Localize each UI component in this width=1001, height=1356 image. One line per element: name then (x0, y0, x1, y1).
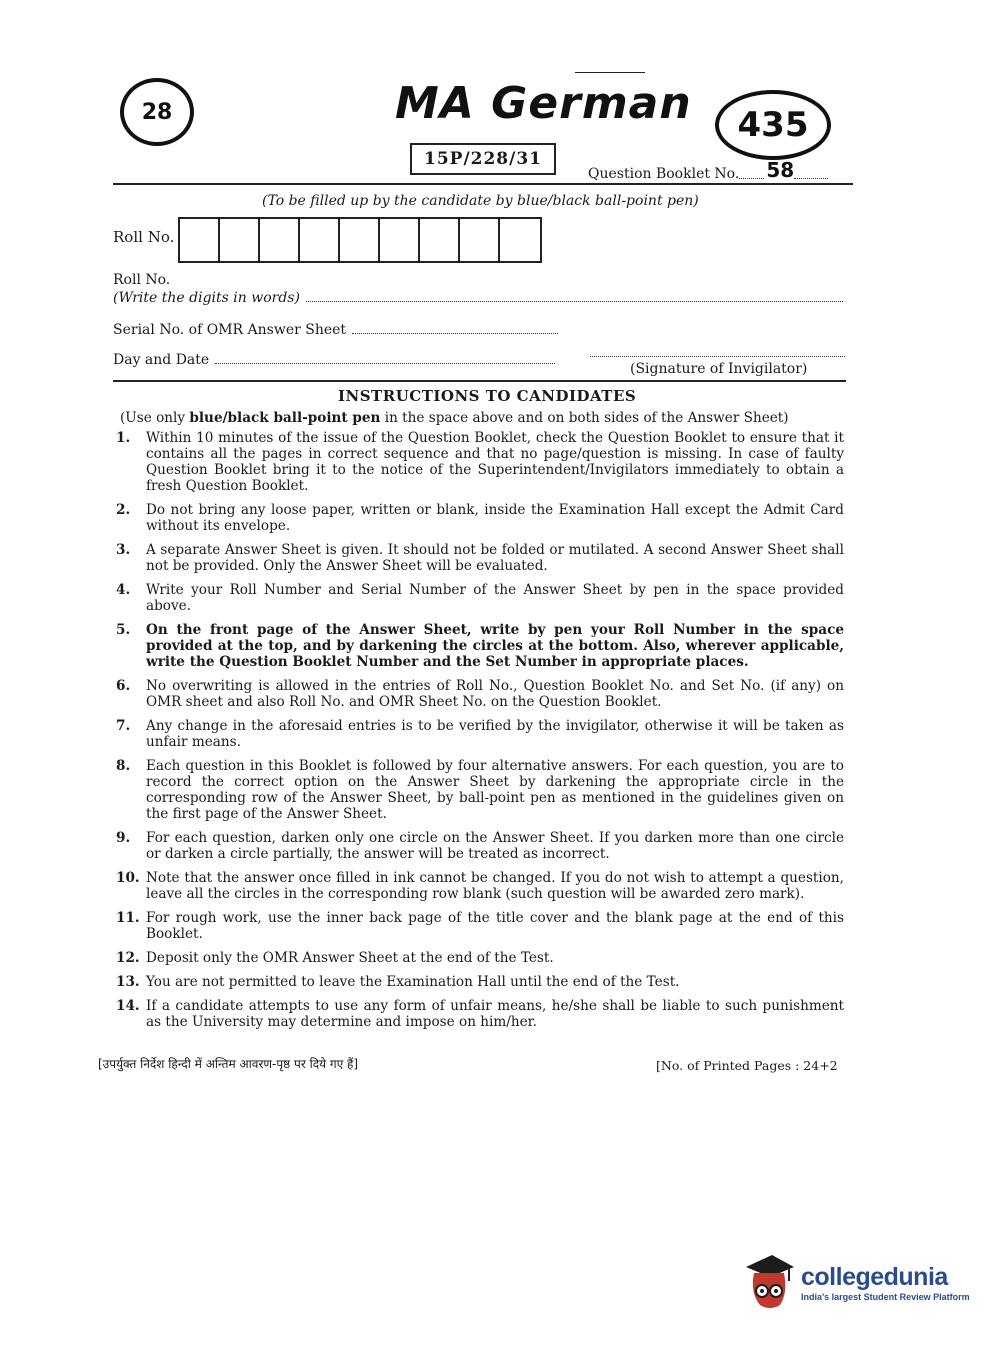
booklet-label: Question Booklet No. (588, 166, 740, 182)
hindi-note: [उपर्युक्त निर्देश हिन्दी में अन्तिम आवरण-पृष्ठ पर दिये गए हैं] (98, 1057, 359, 1071)
instruction-text: You are not permitted to leave the Examination Hall until the end of the Test. (146, 974, 680, 990)
instruction-number: 13. (116, 974, 140, 990)
instruction-number: 11. (116, 910, 140, 926)
instruction-item (116, 502, 844, 534)
instruction-item (116, 622, 844, 670)
instruction-number: 4. (116, 582, 131, 598)
instruction-text: On the front page of the Answer Sheet, write by pen your Roll Number in the space provided at the top, and by darkening the circles at the bottom. Also, wherever applicable, write the Question Booklet Number and the Set Number in appropriate places. (146, 622, 844, 670)
paper-code: 15P/228/31 (410, 143, 556, 175)
instruction-item (116, 582, 844, 614)
instruction-text: Deposit only the OMR Answer Sheet at the end of the Test. (146, 950, 554, 966)
instruction-number: 10. (116, 870, 140, 886)
instruction-number: 6. (116, 678, 131, 694)
printed-pages: [No. of Printed Pages : 24+2 (656, 1058, 838, 1073)
roll-no-boxes[interactable] (178, 217, 542, 263)
instruction-text: For rough work, use the inner back page of the title cover and the blank page at the end of this Booklet. (146, 910, 844, 942)
instruction-item (116, 910, 844, 942)
instruction-text: Within 10 minutes of the issue of the Question Booklet, check the Question Booklet to ensure that it contains all the pages in correct sequence and that no page/question is missing. In case of faulty Question Booklet bring it to the notice of the Superintendent/Invigilators immediately to obtain a fresh Question Booklet. (146, 430, 844, 494)
logo-name: collegedunia (801, 1262, 948, 1291)
invigilator-label: (Signature of Invigilator) (630, 361, 808, 377)
instruction-text: Any change in the aforesaid entries is to be verified by the invigilator, otherwise it will be taken as unfair means. (146, 718, 844, 750)
roll-no-words-hint: (Write the digits in words) (113, 290, 300, 306)
instruction-item (116, 950, 844, 966)
instruction-text: No overwriting is allowed in the entries of Roll No., Question Booklet No. and Set No. (if any) on OMR sheet and also Roll No. and OMR Sheet No. on the Question Booklet. (146, 678, 844, 710)
instruction-item (116, 758, 844, 822)
instruction-text: Write your Roll Number and Serial Number of the Answer Sheet by pen in the space provided above. (146, 582, 844, 614)
instructions-title: INSTRUCTIONS TO CANDIDATES (338, 387, 637, 405)
instruction-text: For each question, darken only one circle on the Answer Sheet. If you darken more than one circle or darken a circle partially, the answer will be treated as incorrect. (146, 830, 844, 862)
day-date-row[interactable] (113, 352, 555, 368)
instruction-item (116, 678, 844, 710)
roll-no-words-row[interactable] (113, 290, 843, 306)
instruction-text: If a candidate attempts to use any form of unfair means, he/she shall be liable to such punishment as the University may determine and impose on him/her. (146, 998, 844, 1030)
mascot-icon (742, 1253, 797, 1311)
instruction-item (116, 830, 844, 862)
omr-label: Serial No. of OMR Answer Sheet (113, 322, 347, 338)
instruction-number: 8. (116, 758, 131, 774)
circled-code-text: 435 (737, 105, 809, 145)
circled-code (715, 90, 831, 160)
logo-tagline: India's largest Student Review Platform (801, 1291, 970, 1302)
instruction-number: 7. (116, 718, 131, 734)
collegedunia-logo[interactable] (742, 1253, 970, 1311)
instructions-list (116, 430, 844, 1038)
roll-no-label: Roll No. (113, 228, 175, 246)
instruction-number: 2. (116, 502, 131, 518)
instruction-number: 9. (116, 830, 131, 846)
instruction-text: Each question in this Booklet is followed by four alternative answers. For each question, you are to record the correct option on the Answer Sheet by darkening the appropriate circle in the corresponding row of the Answer Sheet, by ball-point pen as mentioned in the guidelines given on the first page of the Answer Sheet. (146, 758, 844, 822)
instruction-item (116, 974, 844, 990)
instruction-item (116, 430, 844, 494)
booklet-number-row (588, 158, 828, 182)
instruction-text: A separate Answer Sheet is given. It should not be folded or mutilated. A second Answer Sheet shall not be provided. Only the Answer Sheet will be evaluated. (146, 542, 844, 574)
circled-number (120, 78, 194, 146)
day-date-label: Day and Date (113, 352, 210, 368)
circled-number-text: 28 (141, 99, 173, 125)
omr-row[interactable] (113, 322, 558, 338)
instruction-number: 3. (116, 542, 131, 558)
instruction-number: 14. (116, 998, 140, 1014)
fill-note: (To be filled up by the candidate by blue/black ball-point pen) (262, 193, 699, 209)
instruction-item (116, 542, 844, 574)
instruction-text: Do not bring any loose paper, written or blank, inside the Examination Hall except the Admit Card without its envelope. (146, 502, 844, 534)
instruction-item (116, 718, 844, 750)
instruction-item (116, 998, 844, 1030)
instructions-subtitle: (Use only blue/black ball-point pen in the space above and on both sides of the Answer Sheet) (120, 410, 789, 426)
booklet-number: 58 (766, 158, 795, 182)
roll-no-words-label: Roll No. (113, 272, 171, 288)
instruction-number: 5. (116, 622, 131, 638)
handwritten-title: MA German (395, 78, 692, 129)
instruction-text: Note that the answer once filled in ink cannot be changed. If you do not wish to attempt a question, leave all the circles in the corresponding row blank (such question will be awarded zero mark). (146, 870, 844, 902)
instruction-number: 12. (116, 950, 140, 966)
instruction-number: 1. (116, 430, 131, 446)
instruction-item (116, 870, 844, 902)
